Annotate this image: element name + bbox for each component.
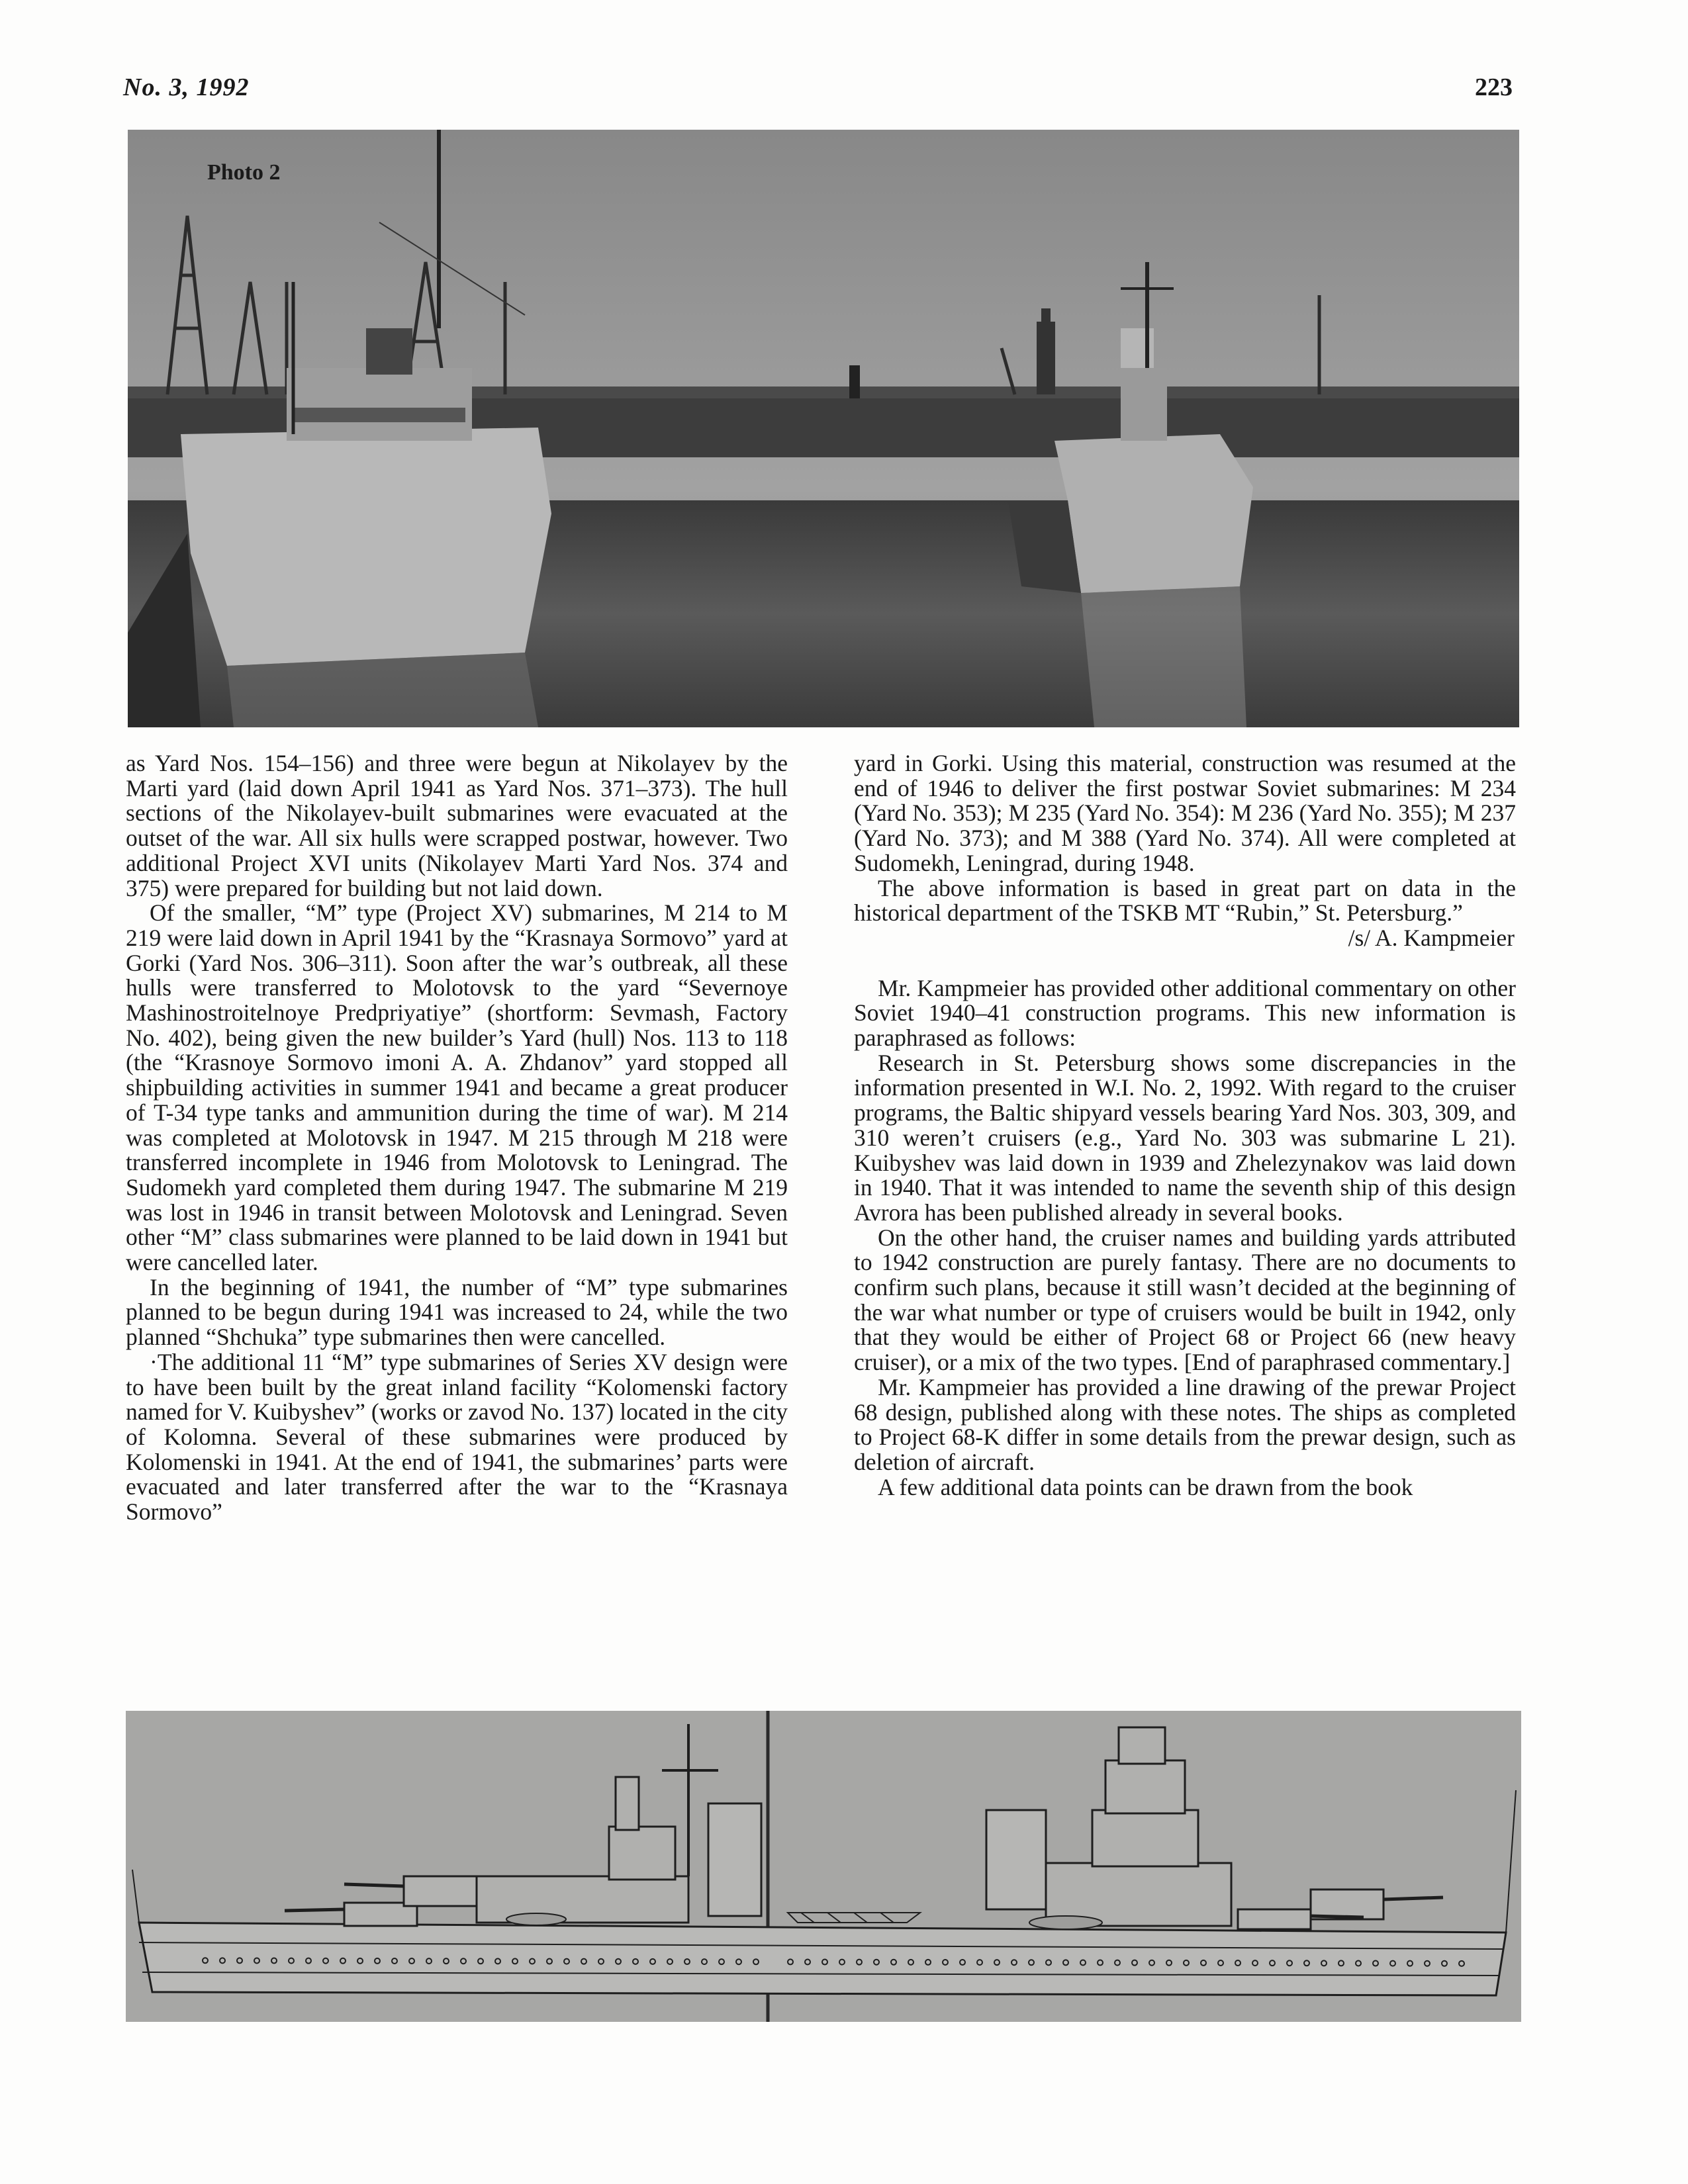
harbor-photo-image [128,130,1519,727]
paragraph: as Yard Nos. 154–156) and three were begun at Nikolayev by the Marti yard (laid down April 1941 as Yard Nos. 371–373). The hull sections of the Nikolayev-built submarines were evacuated at the outset of the war. All six hulls were scrapped postwar, however. Two additional Project XVI units (Nikolayev Marti Yard Nos. 374 and 375) were prepared for building but not laid down. [126,750,788,901]
left-text-column [126,751,788,1525]
photo-caption: Photo 2 [207,160,281,185]
paragraph: On the other hand, the cruiser names and building yards attributed to 1942 construction are purely fantasy. There are no documents to confirm such plans, because it still wasn’t decided at the beginning of the war what number or type of cruisers would be built in 1942, only that they would be either of Project 68 or Project 66 (new heavy cruiser), or a mix of the two types. [End of paraphrased commentary.] [854,1224,1516,1376]
signature: /s/ A. Kampmeier [1348,924,1515,951]
paragraph: A few additional data points can be drawn from the book [878,1473,1413,1500]
paragraph: Mr. Kampmeier has provided other additional commentary on other Soviet 1940–41 construction programs. This new information is paraphrased as follows: [854,974,1516,1052]
right-text-column [854,751,1516,1500]
page-number: 223 [1475,73,1513,101]
paragraph: yard in Gorki. Using this material, construction was resumed at the end of 1946 to deliver the first postwar Soviet submarines: M 234 (Yard No. 353); M 235 (Yard No. 354): M 236 (Yard No. 355); M 237 (Yard No. 373); and M 388 (Yard No. 374). All were completed at Sudomekh, Leningrad, during 1948. [854,750,1516,876]
cruiser-line-drawing [126,1711,1521,2022]
paragraph: Mr. Kampmeier has provided a line drawing of the prewar Project 68 design, published along with these notes. The ships as completed to Project 68-K differ in some details from the prewar design, such as deletion of aircraft. [854,1373,1516,1475]
paragraph: Research in St. Petersburg shows some discrepancies in the information presented in W.I. No. 2, 1992. With regard to the cruiser programs, the Baltic shipyard vessels bearing Yard Nos. 303, 309, and 310 weren’t cruisers (e.g., Yard No. 303 was submarine L 21). Kuibyshev was laid down in 1939 and Zhelezynakov was laid down in 1940. That it was intended to name the seventh ship of this design Avrora has been published already in several books. [854,1049,1516,1226]
paragraph: The above information is based in great part on data in the historical department of the TSKB MT “Rubin,” St. Petersburg.” [854,874,1516,927]
running-head [123,73,1513,113]
journal-issue: No. 3, 1992 [123,73,250,101]
paragraph: ·The additional 11 “M” type submarines of Series XV design were to have been built by the great inland facility “Kolomenski factory named for V. Kuibyshev” (works or zavod No. 137) located in the city of Kolomna. Several of these submarines were produced by Kolomenski in 1941. At the end of 1941, the submarines’ parts were evacuated and later transferred after the war to the “Krasnaya Sormovo” [126,1348,788,1525]
paragraph: Of the smaller, “M” type (Project XV) submarines, M 214 to M 219 were laid down in April 1941 by the “Krasnaya Sormovo” yard at Gorki (Yard Nos. 306–311). Soon after the war’s outbreak, all these hulls were transferred to Molotovsk to the yard “Severnoye Mashinostroitelnoye Predpriyatiye” (shortform: Sevmash, Factory No. 402), being given the new builder’s Yard (hull) Nos. 113 to 118 (the “Krasnoye Sormovo imoni A. A. Zhdanov” yard stopped all shipbuilding activities in summer 1941 and became a great producer of T-34 type tanks and ammunition during the time of war). M 214 was completed at Molotovsk in 1947. M 215 through M 218 were transferred incomplete in 1946 from Molotovsk to Leningrad. The Sudomekh yard completed them during 1947. The submarine M 219 was lost in 1946 in transit between Molotovsk and Leningrad. Seven other “M” class submarines were planned to be laid down in 1941 but were cancelled later. [126,899,788,1276]
harbor-photo [128,130,1519,727]
paragraph: In the beginning of 1941, the number of “M” type submarines planned to be begun during 1941 was increased to 24, while the two planned “Shchuka” type submarines then were cancelled. [126,1273,788,1351]
cruiser-profile-illustration [126,1711,1521,2022]
